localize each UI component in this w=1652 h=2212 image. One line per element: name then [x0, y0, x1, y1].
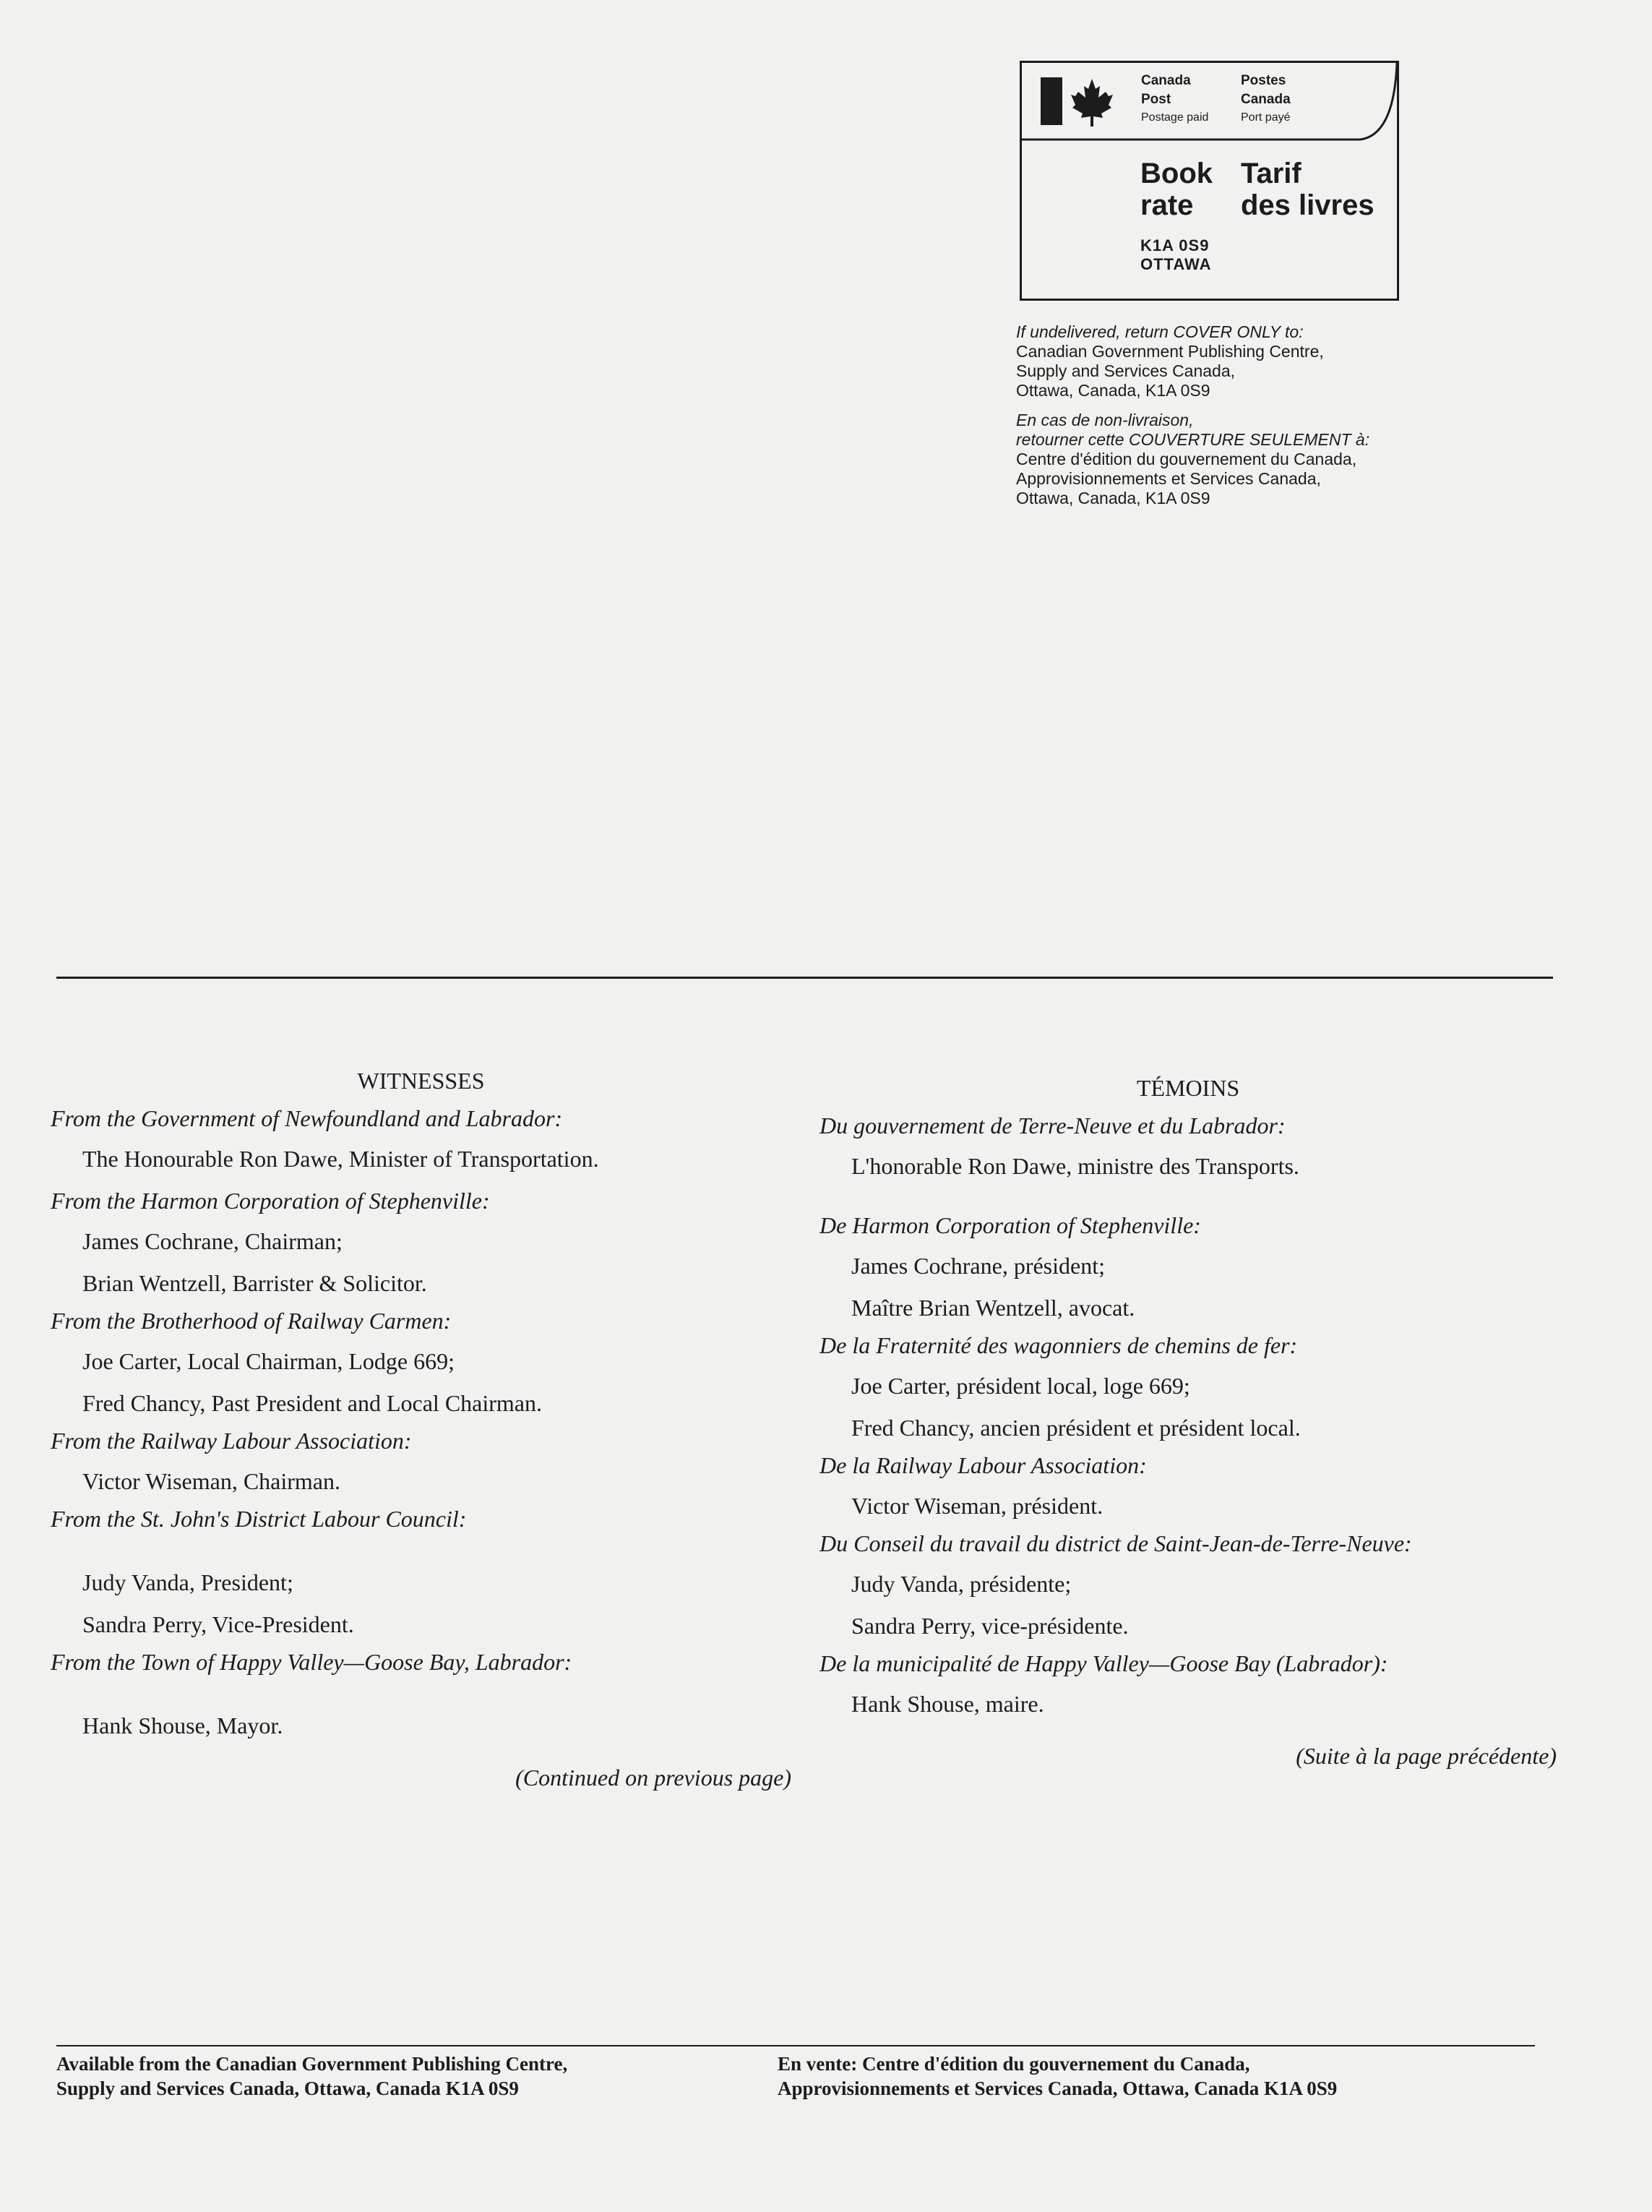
witness-entry: James Cochrane, Chairman; — [82, 1228, 343, 1254]
witness-entry: Hank Shouse, Mayor. — [82, 1712, 283, 1739]
temoins-heading: TÉMOINS — [1136, 1075, 1240, 1101]
witness-group — [819, 1332, 1557, 1441]
witness-entry: Maître Brian Wentzell, avocat. — [851, 1295, 1135, 1321]
witness-group-title: Du gouvernement de Terre-Neuve et du Labrador: — [819, 1113, 1286, 1139]
return-notice-fr-line: retourner cette COUVERTURE SEULEMENT à: — [1016, 430, 1370, 449]
witness-entry: Joe Carter, Local Chairman, Lodge 669; — [82, 1348, 455, 1374]
return-notice-fr-line: Ottawa, Canada, K1A 0S9 — [1016, 489, 1210, 507]
return-notice-fr-line: En cas de non-livraison, — [1016, 411, 1194, 429]
continued-note: (Continued on previous page) — [515, 1765, 791, 1791]
book-rate-line-2: rate — [1140, 189, 1194, 221]
tarif-line-1: Tarif — [1241, 158, 1302, 189]
witness-group-title: From the Government of Newfoundland and Labrador: — [51, 1105, 563, 1131]
return-notice-en-line: Supply and Services Canada, — [1016, 361, 1236, 380]
witness-entry: Fred Chancy, ancien président et président local. — [851, 1415, 1301, 1441]
witness-group-title: From the Town of Happy Valley—Goose Bay, Labrador: — [51, 1649, 572, 1675]
maple-leaf-icon — [1070, 77, 1114, 128]
book-rate-line-1: Book — [1140, 158, 1213, 189]
availability-note-en — [56, 2052, 567, 2101]
witness-group — [51, 1648, 791, 1739]
witness-group — [51, 1427, 791, 1495]
witness-group — [51, 1505, 791, 1638]
continued-note: (Suite à la page précédente) — [1296, 1743, 1557, 1769]
witness-group — [819, 1650, 1557, 1718]
witness-group — [51, 1105, 791, 1173]
return-notice-en-line: If undelivered, return COVER ONLY to: — [1016, 322, 1304, 341]
return-notice-fr-line: Centre d'édition du gouvernement du Canada, — [1016, 450, 1357, 468]
witness-group — [819, 1530, 1557, 1639]
witness-entry: The Honourable Ron Dawe, Minister of Transportation. — [82, 1146, 599, 1172]
witnesses-column-fr — [819, 1074, 1557, 1793]
availability-note-fr — [778, 2052, 1337, 2101]
witness-entry: Judy Vanda, President; — [82, 1569, 293, 1595]
post-label-en: Post — [1141, 92, 1171, 107]
witness-group — [51, 1307, 791, 1417]
witnesses-column-en — [51, 1067, 791, 1814]
section-divider — [56, 977, 1553, 979]
availability-line: Supply and Services Canada, Ottawa, Canada K1A 0S9 — [56, 2078, 519, 2099]
witness-entry: L'honorable Ron Dawe, ministre des Transports. — [851, 1153, 1299, 1179]
availability-line: Available from the Canadian Government Publishing Centre, — [56, 2053, 568, 2075]
return-notice-en-line: Canadian Government Publishing Centre, — [1016, 342, 1324, 361]
postal-code: K1A 0S9 — [1140, 236, 1210, 254]
footer-divider — [56, 2045, 1535, 2046]
witness-group-title: From the Harmon Corporation of Stephenville: — [51, 1188, 490, 1214]
witness-entry: Victor Wiseman, Chairman. — [82, 1468, 340, 1494]
witness-group-title: From the St. John's District Labour Council: — [51, 1506, 467, 1532]
postal-city: OTTAWA — [1140, 255, 1212, 273]
witness-entry: Judy Vanda, présidente; — [851, 1571, 1072, 1597]
witness-group-title: De la Railway Labour Association: — [819, 1452, 1147, 1478]
witness-entry: Hank Shouse, maire. — [851, 1691, 1044, 1717]
witness-group — [819, 1452, 1557, 1519]
witness-group — [819, 1212, 1557, 1321]
witness-entry: Fred Chancy, Past President and Local Chairman. — [82, 1390, 542, 1416]
postes-label-fr: Postes — [1241, 73, 1286, 88]
canada-label-en: Canada — [1141, 73, 1191, 88]
canada-post-bar-icon — [1041, 77, 1062, 125]
witness-group — [819, 1112, 1557, 1180]
availability-line: Approvisionnements et Services Canada, Ottawa, Canada K1A 0S9 — [778, 2078, 1338, 2099]
witness-group-title: De Harmon Corporation of Stephenville: — [819, 1212, 1201, 1238]
witness-entry: Brian Wentzell, Barrister & Solicitor. — [82, 1270, 427, 1296]
postage-indicia — [1020, 61, 1399, 301]
witness-group-title: De la municipalité de Happy Valley—Goose Bay (Labrador): — [819, 1650, 1388, 1676]
return-notice — [1016, 322, 1493, 508]
witness-entry: Victor Wiseman, président. — [851, 1493, 1104, 1519]
witness-group — [51, 1187, 791, 1297]
witness-entry: Sandra Perry, vice-présidente. — [851, 1613, 1129, 1639]
witness-group-title: Du Conseil du travail du district de Saint-Jean-de-Terre-Neuve: — [819, 1530, 1412, 1556]
witness-group-title: From the Brotherhood of Railway Carmen: — [51, 1308, 452, 1334]
canada-label-fr: Canada — [1241, 92, 1291, 107]
port-paye-label: Port payé — [1241, 111, 1291, 124]
return-notice-fr-line: Approvisionnements et Services Canada, — [1016, 469, 1321, 488]
witness-group-title: From the Railway Labour Association: — [51, 1428, 412, 1454]
witnesses-heading: WITNESSES — [357, 1068, 485, 1094]
tarif-line-2: des livres — [1241, 189, 1374, 221]
return-notice-en-line: Ottawa, Canada, K1A 0S9 — [1016, 381, 1210, 400]
witness-entry: James Cochrane, président; — [851, 1253, 1105, 1279]
postage-paid-label: Postage paid — [1141, 111, 1209, 124]
witness-group-title: De la Fraternité des wagonniers de chemins de fer: — [819, 1332, 1298, 1358]
availability-line: En vente: Centre d'édition du gouvernement du Canada, — [778, 2053, 1250, 2075]
witness-entry: Sandra Perry, Vice-President. — [82, 1611, 354, 1637]
witness-entry: Joe Carter, président local, loge 669; — [851, 1373, 1190, 1399]
